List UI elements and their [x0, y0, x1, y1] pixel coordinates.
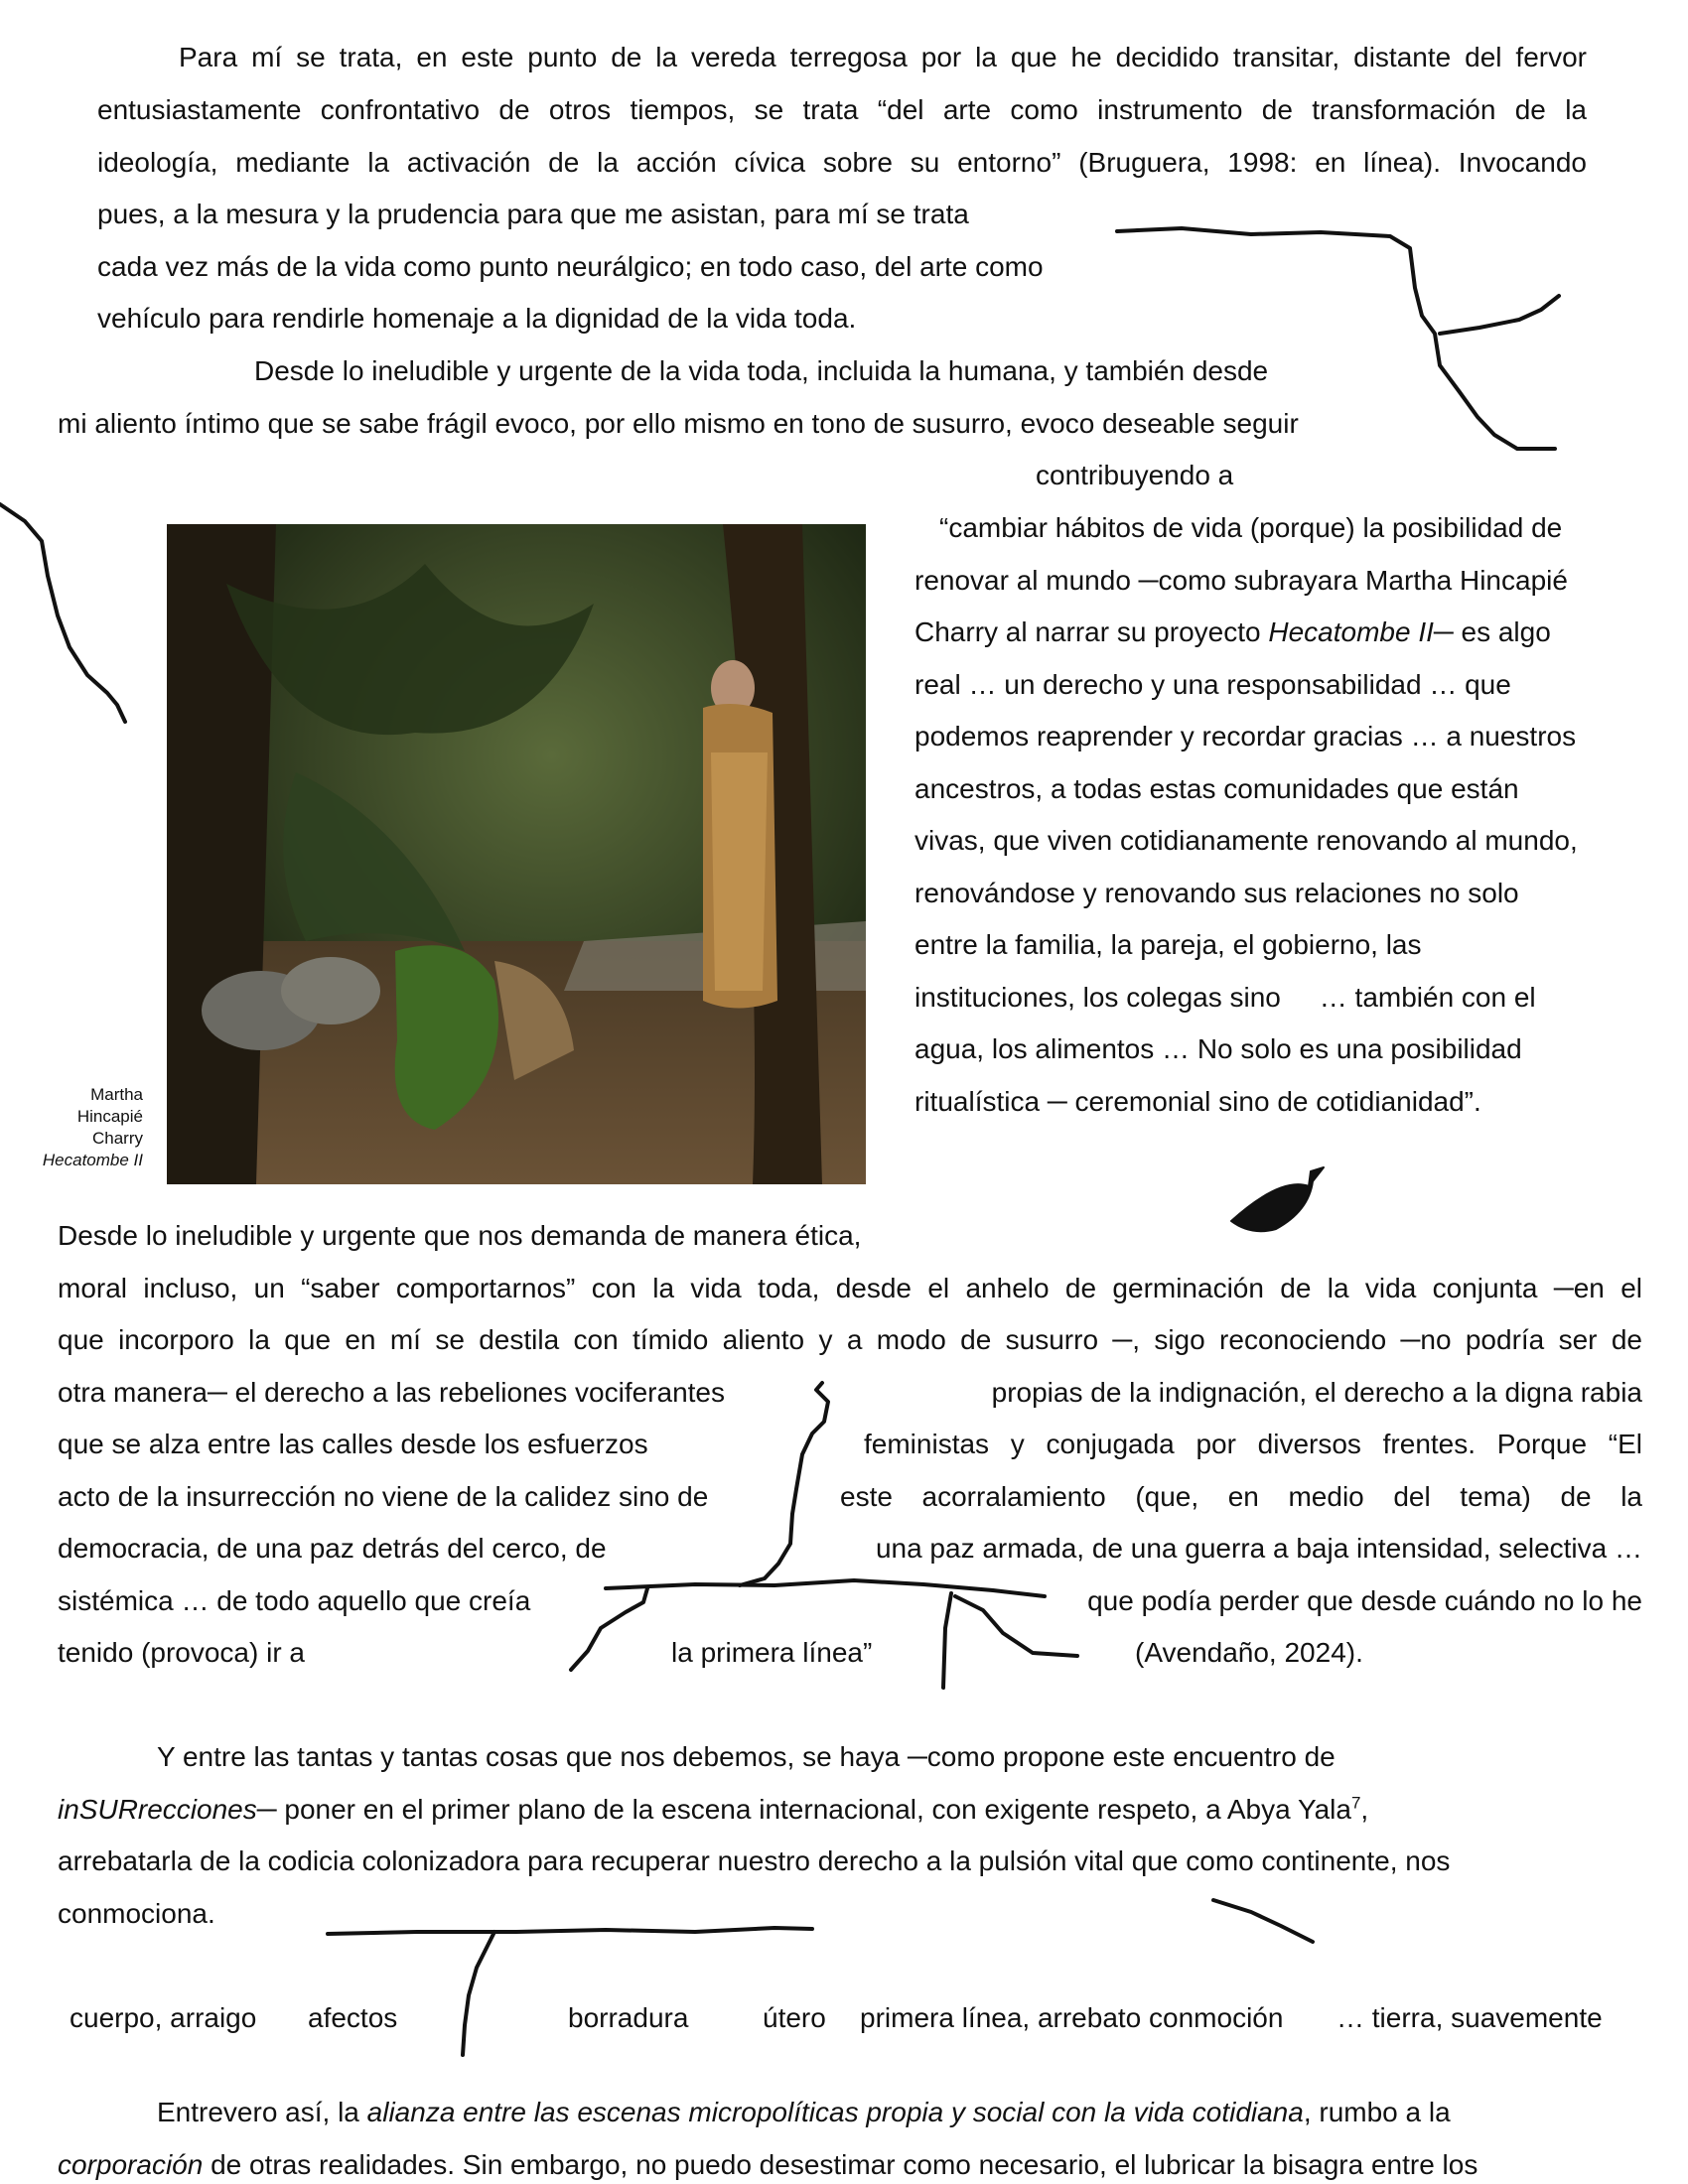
- quote-text: Charry al narrar su proyecto: [914, 616, 1269, 647]
- paragraph-text: , rumbo a la: [1303, 2097, 1451, 2127]
- paragraph-text: Entrevero así, la: [157, 2097, 367, 2127]
- event-name: inSURrecciones: [58, 1794, 257, 1825]
- crack-line-lower: [328, 1928, 812, 1934]
- paragraph-line: contribuyendo a: [1036, 460, 1234, 490]
- paragraph-line: [58, 2147, 1477, 2183]
- crack-branch-middle-left: [571, 1588, 647, 1670]
- photo-caption-line: Hecatombe II: [42, 1151, 143, 1169]
- crack-branch-lower: [463, 1932, 494, 2055]
- keyword: cuerpo, arraigo: [70, 2002, 257, 2033]
- paragraph-line: ideología, mediante la activación de la acción cívica sobre su entorno” (Bruguera, 1998: en línea). Invocando: [97, 147, 1587, 178]
- keyword: primera línea, arrebato conmoción: [860, 2002, 1284, 2033]
- keyword: afectos: [308, 2002, 398, 2033]
- paragraph-line: entusiastamente confrontativo de otros tiempos, se trata “del arte como instrumento de transformación de la: [97, 94, 1587, 125]
- quote-text: ─ es algo: [1433, 616, 1551, 647]
- crack-branch-middle-right: [955, 1596, 1077, 1656]
- footnote-marker: 7: [1350, 1793, 1361, 1813]
- crack-line-lower-right: [1213, 1900, 1313, 1942]
- keyword: … tierra, suavemente: [1336, 2002, 1603, 2033]
- quote-line: vivas, que viven cotidianamente renovando al mundo,: [914, 825, 1578, 856]
- paragraph-line: pues, a la mesura y la prudencia para que me asistan, para mí se trata: [97, 199, 969, 229]
- paragraph-line: acto de la insurrección no viene de la calidez sino de: [58, 1481, 709, 1512]
- paragraph-line: mi aliento íntimo que se sabe frágil evoco, por ello mismo en tono de susurro, evoco deseable seguir: [58, 408, 1299, 439]
- paragraph-line: conmociona.: [58, 1898, 215, 1929]
- paragraph-line: vehículo para rendirle homenaje a la dignidad de la vida toda.: [97, 303, 857, 334]
- paragraph-line: moral incluso, un “saber comportarnos” con la vida toda, desde el anhelo de germinación de la vida conjunta ─en el: [58, 1273, 1642, 1303]
- project-title: Hecatombe II: [1268, 616, 1434, 647]
- emphasis: alianza entre las escenas micropolíticas propia y social con la vida cotidiana: [366, 2097, 1304, 2127]
- paragraph-line: propias de la indignación, el derecho a la digna rabia: [991, 1377, 1642, 1408]
- quote-line: podemos reaprender y recordar gracias … a nuestros: [914, 721, 1577, 751]
- photo-caption-line: Martha: [90, 1085, 143, 1104]
- quote-line: instituciones, los colegas sino … también con el: [914, 982, 1536, 1013]
- paragraph-line: [58, 1792, 1368, 1828]
- emphasis: corporación: [58, 2149, 204, 2180]
- paragraph-line: democracia, de una paz detrás del cerco, de: [58, 1533, 607, 1564]
- quote-line: real … un derecho y una responsabilidad … que: [914, 669, 1511, 700]
- quote-line: renovándose y renovando sus relaciones no solo: [914, 878, 1519, 908]
- paragraph-line: tenido (provoca) ir a: [58, 1637, 306, 1668]
- paragraph-line: que podía perder que desde cuándo no lo he: [1087, 1585, 1642, 1616]
- paragraph-text: ,: [1360, 1794, 1369, 1825]
- paragraph-line: que se alza entre las calles desde los esfuerzos: [58, 1429, 648, 1459]
- photo-caption-line: Hincapié: [76, 1107, 143, 1126]
- quote-line: renovar al mundo ─como subrayara Martha Hincapié: [914, 565, 1568, 596]
- paragraph-line: feministas y conjugada por diversos frentes. Porque “El: [864, 1429, 1642, 1459]
- crack-branch-top-right: [1440, 296, 1559, 334]
- quote-line: “cambiar hábitos de vida (porque) la posibilidad de: [939, 512, 1563, 543]
- paragraph-line: la primera línea”: [671, 1637, 873, 1668]
- crack-branch-middle-down: [943, 1593, 951, 1688]
- keyword: útero: [763, 2002, 826, 2033]
- crack-line-left: [0, 504, 125, 722]
- paragraph-line: sistémica … de todo aquello que creía: [58, 1585, 531, 1616]
- paragraph-text: ─ poner en el primer plano de la escena internacional, con exigente respeto, a Abya Yala: [256, 1794, 1351, 1825]
- paragraph-line: [157, 2095, 1451, 2130]
- crack-line-middle-horizontal: [606, 1580, 1045, 1596]
- paragraph-line: cada vez más de la vida como punto neurálgico; en todo caso, del arte como: [97, 251, 1044, 282]
- paragraph-line: Para mí se trata, en este punto de la vereda terregosa por la que he decidido transitar, distante del fervor: [179, 42, 1587, 72]
- quote-line: ancestros, a todas estas comunidades que están: [914, 773, 1519, 804]
- keyword: borradura: [568, 2002, 689, 2033]
- quote-line: ritualística ─ ceremonial sino de cotidianidad”.: [914, 1086, 1481, 1117]
- paragraph-text: de otras realidades. Sin embargo, no puedo desestimar como necesario, el lubricar la bisagra entre los: [203, 2149, 1478, 2180]
- paragraph-line: otra manera─ el derecho a las rebeliones vociferantes: [58, 1377, 725, 1408]
- hecatombe-ii-photo: [167, 524, 866, 1184]
- quote-line: entre la familia, la pareja, el gobierno, las: [914, 929, 1422, 960]
- paragraph-line: una paz armada, de una guerra a baja intensidad, selectiva …: [875, 1533, 1642, 1564]
- paragraph-line: este acorralamiento (que, en medio del tema) de la: [840, 1481, 1642, 1512]
- crack-line-middle: [740, 1383, 828, 1585]
- paragraph-line: Y entre las tantas y tantas cosas que nos debemos, se haya ─como propone este encuentro de: [157, 1741, 1336, 1772]
- paragraph-line: arrebatarla de la codicia colonizadora para recuperar nuestro derecho a la pulsión vital que como continente, nos: [58, 1845, 1451, 1876]
- paragraph-line: Desde lo ineludible y urgente que nos demanda de manera ética,: [58, 1220, 862, 1251]
- paragraph-line: que incorporo la que en mí se destila con tímido aliento y a modo de susurro ─, sigo reconociendo ─no podría ser de: [58, 1324, 1642, 1355]
- quote-line: agua, los alimentos … No solo es una posibilidad: [914, 1033, 1522, 1064]
- paragraph-line: Desde lo ineludible y urgente de la vida toda, incluida la humana, y también desde: [254, 355, 1269, 386]
- citation: (Avendaño, 2024).: [1135, 1637, 1363, 1668]
- leaf-mark: [1231, 1167, 1324, 1231]
- quote-line: [914, 614, 1551, 650]
- photo-caption-line: Charry: [91, 1129, 143, 1148]
